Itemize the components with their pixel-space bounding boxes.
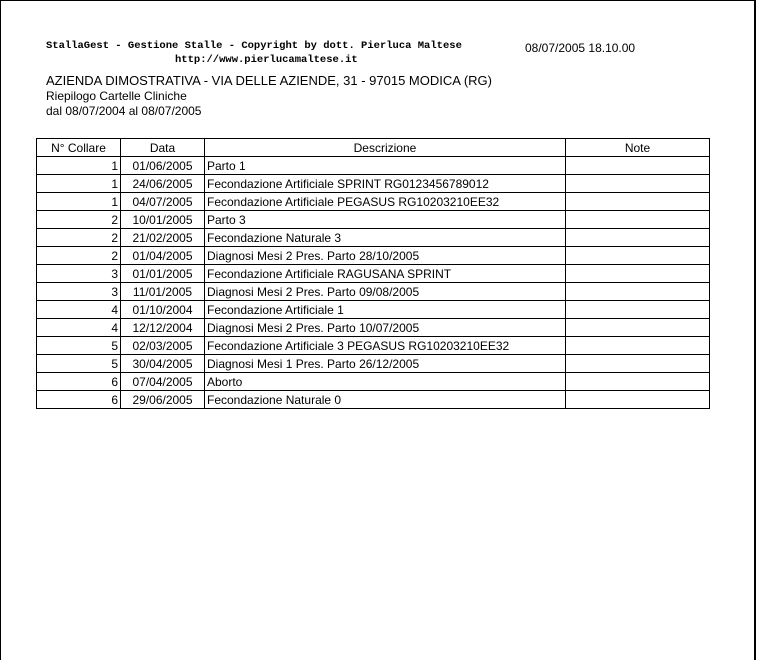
cell-data: 21/02/2005 — [121, 229, 205, 247]
cell-note — [566, 247, 710, 265]
table-row — [37, 337, 710, 355]
cell-descrizione: Fecondazione Naturale 3 — [205, 229, 566, 247]
table-row — [37, 319, 710, 337]
cell-data: 02/03/2005 — [121, 337, 205, 355]
cell-collare: 2 — [37, 211, 121, 229]
cell-descrizione: Fecondazione Artificiale SPRINT RG0123456789012 — [205, 175, 566, 193]
cell-collare: 4 — [37, 301, 121, 319]
column-header-collare: N° Collare — [37, 139, 121, 157]
cell-collare: 4 — [37, 319, 121, 337]
cell-note — [566, 193, 710, 211]
report-subtitle — [46, 89, 201, 119]
table-row — [37, 265, 710, 283]
cell-collare: 3 — [37, 283, 121, 301]
table-row — [37, 193, 710, 211]
table-row — [37, 175, 710, 193]
cell-descrizione: Diagnosi Mesi 2 Pres. Parto 28/10/2005 — [205, 247, 566, 265]
cell-collare: 6 — [37, 391, 121, 409]
cell-note — [566, 355, 710, 373]
cell-data: 04/07/2005 — [121, 193, 205, 211]
cell-note — [566, 211, 710, 229]
cell-note — [566, 319, 710, 337]
cell-descrizione: Parto 1 — [205, 157, 566, 175]
cell-data: 01/06/2005 — [121, 157, 205, 175]
cell-collare: 2 — [37, 247, 121, 265]
table-row — [37, 283, 710, 301]
cell-descrizione: Diagnosi Mesi 2 Pres. Parto 10/07/2005 — [205, 319, 566, 337]
cell-note — [566, 337, 710, 355]
column-header-note: Note — [566, 139, 710, 157]
cell-data: 10/01/2005 — [121, 211, 205, 229]
cell-data: 30/04/2005 — [121, 355, 205, 373]
column-header-descrizione: Descrizione — [205, 139, 566, 157]
table-row — [37, 157, 710, 175]
cell-descrizione: Diagnosi Mesi 1 Pres. Parto 26/12/2005 — [205, 355, 566, 373]
table-row — [37, 301, 710, 319]
cell-data: 01/04/2005 — [121, 247, 205, 265]
cell-collare: 1 — [37, 193, 121, 211]
cell-data: 12/12/2004 — [121, 319, 205, 337]
cell-data: 29/06/2005 — [121, 391, 205, 409]
cell-descrizione: Fecondazione Artificiale RAGUSANA SPRINT — [205, 265, 566, 283]
table-row — [37, 247, 710, 265]
cell-note — [566, 229, 710, 247]
cell-note — [566, 157, 710, 175]
cell-note — [566, 373, 710, 391]
cell-data: 24/06/2005 — [121, 175, 205, 193]
cell-note — [566, 391, 710, 409]
print-datetime: 08/07/2005 18.10.00 — [525, 41, 636, 55]
cell-collare: 1 — [37, 175, 121, 193]
cell-descrizione: Parto 3 — [205, 211, 566, 229]
website-line: http://www.pierlucamaltese.it — [175, 54, 358, 66]
company-name: AZIENDA DIMOSTRATIVA - VIA DELLE AZIENDE, 31 - 97015 MODICA (RG) — [46, 73, 492, 88]
cell-note — [566, 301, 710, 319]
cell-descrizione: Fecondazione Artificiale 3 PEGASUS RG10203210EE32 — [205, 337, 566, 355]
table-row — [37, 229, 710, 247]
cell-collare: 1 — [37, 157, 121, 175]
cell-collare: 2 — [37, 229, 121, 247]
cell-collare: 3 — [37, 265, 121, 283]
cell-collare: 5 — [37, 355, 121, 373]
cell-descrizione: Fecondazione Naturale 0 — [205, 391, 566, 409]
cell-descrizione: Aborto — [205, 373, 566, 391]
report-header — [46, 39, 462, 67]
table-row — [37, 391, 710, 409]
cell-descrizione: Fecondazione Artificiale 1 — [205, 301, 566, 319]
copyright-line: StallaGest - Gestione Stalle - Copyright by dott. Pierluca Maltese — [46, 40, 462, 52]
cell-descrizione: Fecondazione Artificiale PEGASUS RG10203210EE32 — [205, 193, 566, 211]
cell-data: 07/04/2005 — [121, 373, 205, 391]
table-row — [37, 355, 710, 373]
cell-note — [566, 283, 710, 301]
table-row — [37, 373, 710, 391]
cell-collare: 6 — [37, 373, 121, 391]
cell-data: 01/10/2004 — [121, 301, 205, 319]
report-period: dal 08/07/2004 al 08/07/2005 — [46, 104, 202, 118]
table-row — [37, 211, 710, 229]
column-header-data: Data — [121, 139, 205, 157]
report-title: Riepilogo Cartelle Cliniche — [46, 89, 187, 103]
cell-note — [566, 175, 710, 193]
cell-collare: 5 — [37, 337, 121, 355]
cell-data: 01/01/2005 — [121, 265, 205, 283]
cell-data: 11/01/2005 — [121, 283, 205, 301]
table-header-row — [37, 139, 710, 157]
cell-descrizione: Diagnosi Mesi 2 Pres. Parto 09/08/2005 — [205, 283, 566, 301]
cell-note — [566, 265, 710, 283]
clinical-records-table — [36, 138, 710, 409]
